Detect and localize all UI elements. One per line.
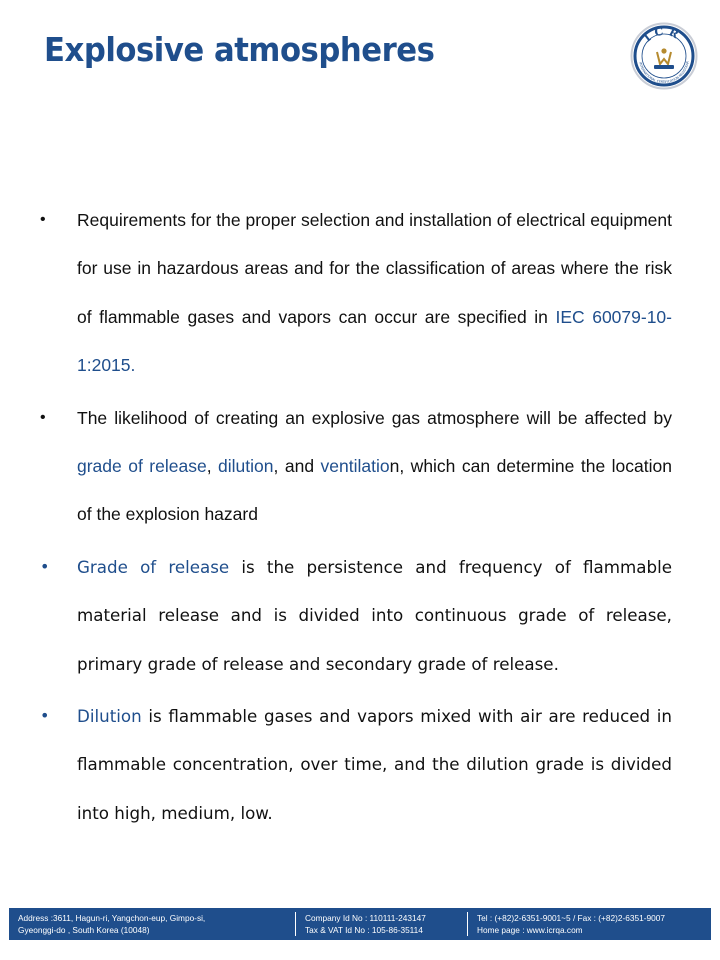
bullet-text: The likelihood of creating an explosive gas atmosphere will be affected by grade of release, dilution, and ventilation, which can determine the location of the explosion hazard [77, 407, 672, 525]
bullet-item [0, 543, 720, 688]
term-grade-of-release: grade of release [77, 456, 207, 477]
bullet-item [0, 196, 720, 390]
page-title: Explosive atmospheres [44, 30, 435, 69]
bullet-dot: • [40, 706, 50, 726]
bullet-item [0, 394, 720, 539]
standard-reference: IEC 60079-10-1:2015. [77, 306, 672, 376]
footer-contact: Tel : (+82)2-6351-9001~5 / Fax : (+82)2-6351-9007 Home page : www.icrqa.com [467, 912, 711, 936]
logo-subtext: INTERNATIONAL CERTIFICATION REGISTRAR [638, 60, 690, 85]
term-dilution: dilution [218, 456, 274, 477]
term-ventilation: ventilatio [320, 456, 390, 477]
bullet-item [0, 692, 720, 837]
bullet-text: Grade of release is the persistence and frequency of flammable material release and is divided into continuous grade of release, primary grade of release and secondary grade of release. [77, 556, 672, 674]
bullet-dot: • [40, 556, 50, 576]
footer-company-ids: Company Id No : 110111-243147 Tax & VAT Id No : 105-86-35114 [295, 912, 467, 936]
bullet-dot: • [40, 211, 46, 228]
term-grade-of-release: Grade of release [77, 556, 230, 577]
bullet-list [0, 196, 720, 841]
footer-bar [9, 908, 711, 940]
bullet-dot: • [40, 408, 46, 426]
icr-logo [630, 22, 698, 90]
footer-address: Address :3611, Hagun-ri, Yangchon-eup, Gimpo-si, Gyeonggi-do , South Korea (10048) [18, 913, 206, 935]
bullet-text: Requirements for the proper selection and installation of electrical equipment for use in hazardous areas and for the classification of areas where the risk of flammable gases and vapors can occur are specified in IEC 60079-10-1:2015. [77, 210, 672, 376]
logo-text: ICR [641, 24, 685, 45]
term-dilution: Dilution [77, 706, 142, 727]
bullet-text: Dilution is flammable gases and vapors mixed with air are reduced in flammable concentration, over time, and the dilution grade is divided into high, medium, low. [77, 706, 672, 823]
